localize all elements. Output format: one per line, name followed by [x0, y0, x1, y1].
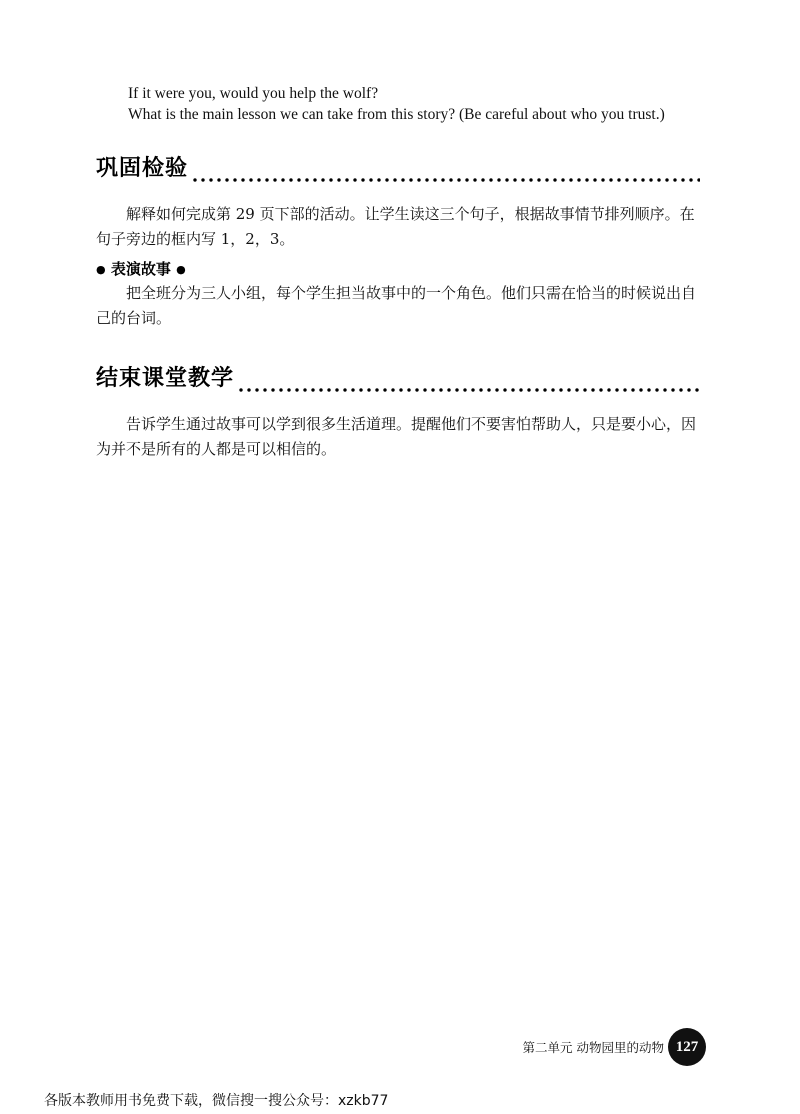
question-2: What is the main lesson we can take from this story? (Be careful about who you trust.)	[128, 106, 665, 123]
section-heading-text: 结束课堂教学	[96, 366, 235, 391]
subheading-act-out-story	[96, 259, 186, 280]
section-heading-consolidation	[96, 150, 700, 182]
section-1-subparagraph: 把全班分为三人小组，每个学生担当故事中的一个角色。他们只需在恰当的时候说出自己的台词。	[96, 284, 697, 327]
subheading-text: 表演故事	[110, 260, 171, 278]
bullet-icon: ●	[176, 263, 186, 276]
section-2-paragraph: 告诉学生通过故事可以学到很多生活道理。提醒他们不要害怕帮助人，只是要小心，因为并不是所有的人都是可以相信的。	[96, 415, 697, 458]
heading-dotted-rule	[191, 178, 700, 182]
page-number-badge: 127	[668, 1028, 706, 1066]
bullet-icon: ●	[96, 263, 106, 276]
watermark-text: 各版本教师用书免费下载，微信搜一搜公众号：xzkb77	[44, 1093, 389, 1109]
section-1-paragraph: 解释如何完成第 29 页下部的活动。让学生读这三个句子，根据故事情节排列顺序。在句子旁边的框内写 1，2，3。	[96, 205, 695, 248]
question-1: If it were you, would you help the wolf?	[128, 85, 379, 102]
section-heading-text: 巩固检验	[96, 156, 189, 181]
footer-unit-title: 第二单元 动物园里的动物	[522, 1040, 664, 1055]
heading-dotted-rule	[237, 388, 700, 392]
section-heading-closing	[96, 360, 700, 392]
